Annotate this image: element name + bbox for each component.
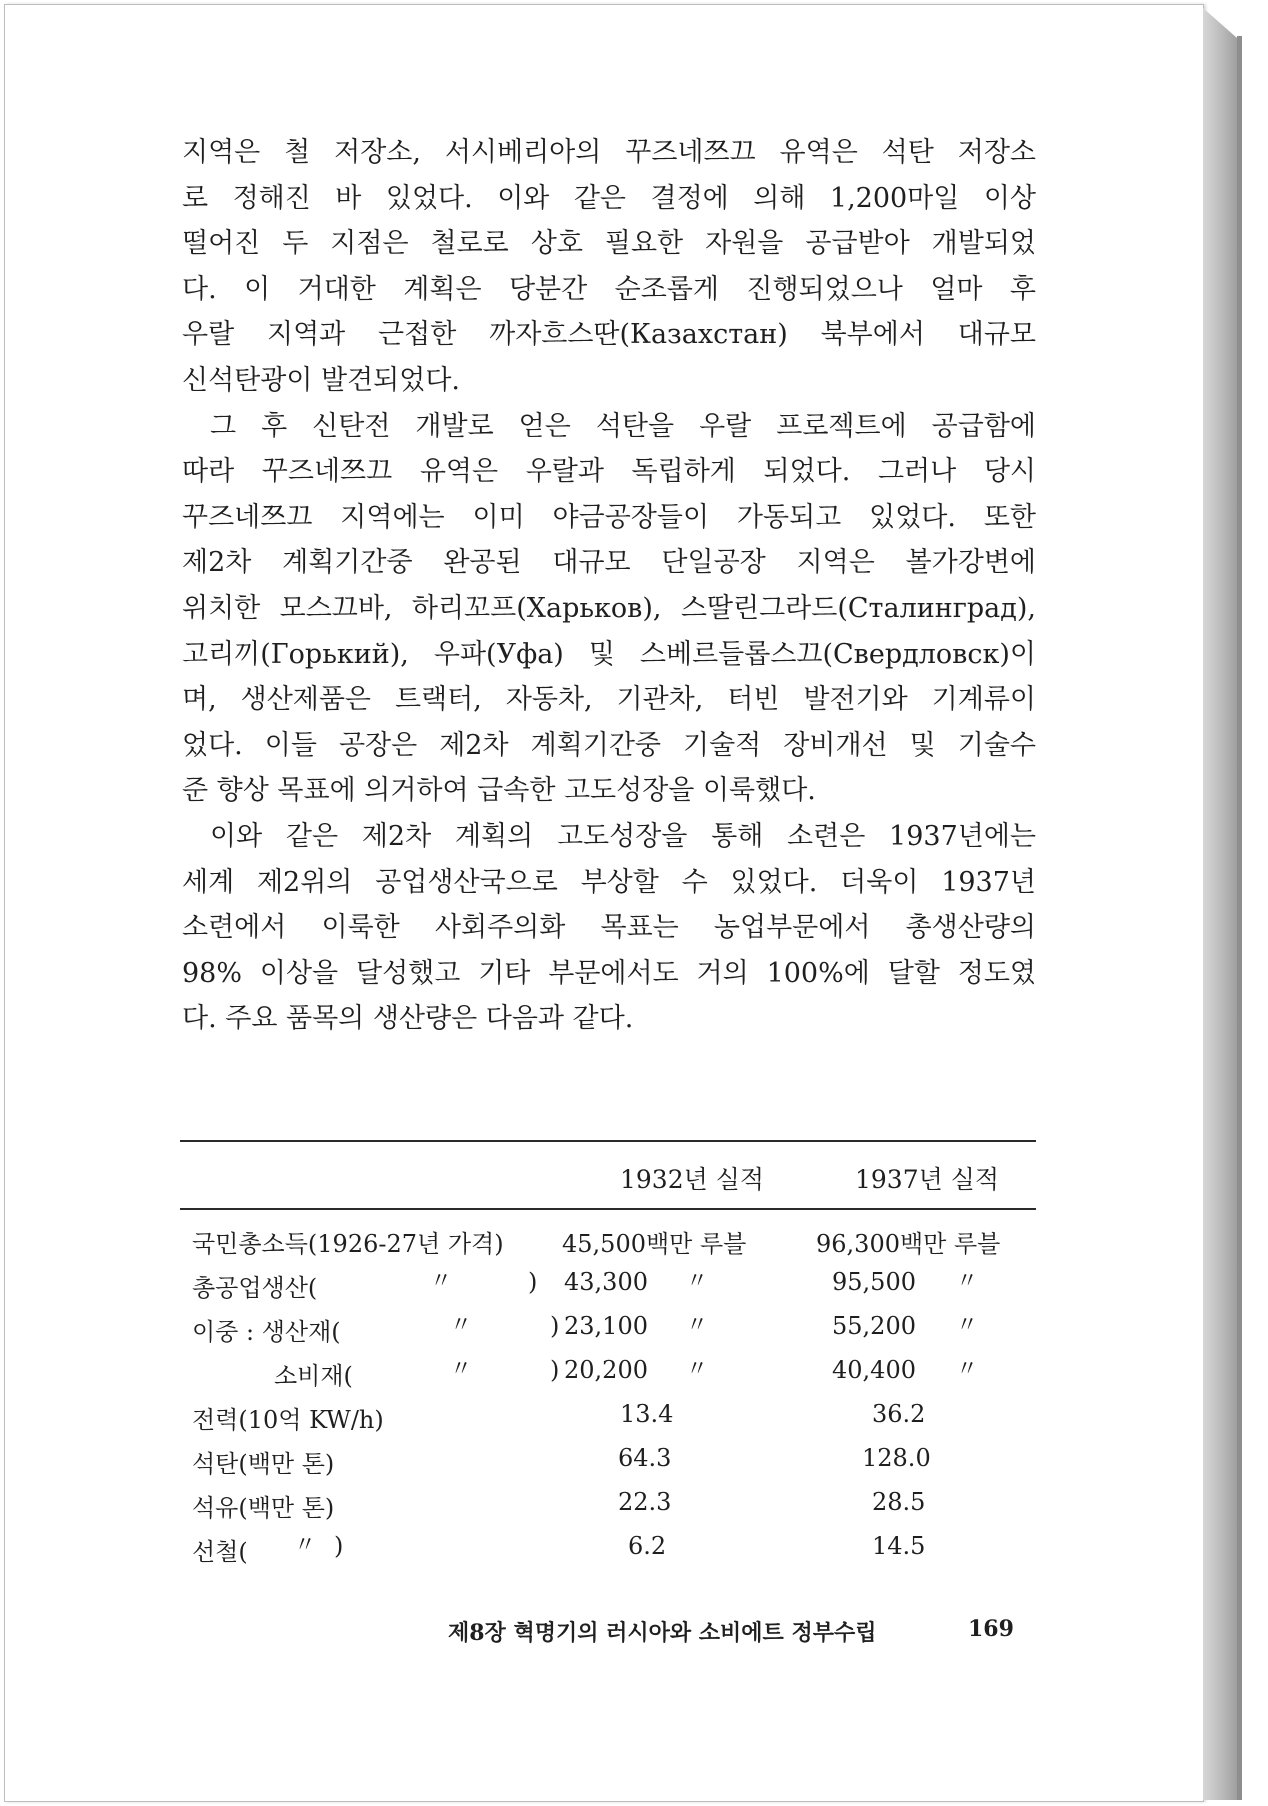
text-line: 다. 주요 품목의 생산량은 다음과 같다. <box>182 1003 634 1035</box>
row-label: 석유(백만 톤) <box>192 1494 335 1522</box>
body-text <box>182 130 1036 1042</box>
text-line: 지역은 철 저장소, 서시베리아의 꾸즈네쯔끄 유역은 석탄 저장소 <box>182 137 1036 168</box>
text-line: 소련에서 이룩한 사회주의화 목표는 농업부문에서 총생산량의 <box>182 912 1036 944</box>
ditto-mark: 〃 <box>686 1269 709 1294</box>
ditto-mark: 〃 <box>430 1269 453 1294</box>
text-line: 98% 이상을 달성했고 기타 부문에서도 거의 100%에 달할 정도였 <box>182 957 1036 989</box>
value-1932: 45,500백만 루블 <box>562 1230 747 1258</box>
text-line: 고리끼(Горький), 우파(Уфа) 및 스베르들롭스끄(Свердловск)이 <box>182 638 1036 670</box>
value-1937: 14.5 <box>872 1532 926 1560</box>
text-line: 며, 생산제품은 트랙터, 자동차, 기관차, 터빈 발전기와 기계류이 <box>182 684 1036 716</box>
table-row <box>180 1260 1036 1304</box>
value-1932: 20,200 <box>564 1356 648 1384</box>
value-1937: 95,500 <box>832 1268 916 1296</box>
column-header-1937: 1937년 실적 <box>855 1165 1000 1194</box>
row-label: 국민총소득(1926-27년 가격) <box>192 1230 504 1258</box>
row-label: 총공업생산( <box>192 1274 318 1302</box>
table-body <box>180 1210 1036 1582</box>
text-line: 우랄 지역과 근접한 까자흐스딴(Казахстан) 북부에서 대규모 <box>182 319 1036 351</box>
text-line: 떨어진 두 지점은 철로로 상호 필요한 자원을 공급받아 개발되었 <box>182 228 1036 260</box>
ditto-mark: 〃 <box>956 1269 979 1294</box>
page-number: 169 <box>968 1616 1014 1642</box>
row-label: 석탄(백만 톤) <box>192 1450 335 1478</box>
chapter-title: 제8장 혁명기의 러시아와 소비에트 정부수립 <box>448 1620 877 1646</box>
row-label-close: ) <box>550 1356 560 1384</box>
table-header <box>180 1142 1036 1208</box>
ditto-mark: 〃 <box>956 1313 979 1338</box>
value-1937: 40,400 <box>832 1356 916 1384</box>
row-label: 소비재( <box>274 1362 353 1390</box>
value-1932: 22.3 <box>618 1488 672 1516</box>
ditto-mark: 〃 <box>450 1313 473 1338</box>
text-line: 위치한 모스끄바, 하리꼬프(Харьков), 스딸린그라드(Сталинград), <box>182 592 1036 624</box>
table-row <box>180 1304 1036 1348</box>
ditto-mark: 〃 <box>686 1313 709 1338</box>
ditto-mark: 〃 <box>450 1357 473 1382</box>
value-1937: 96,300백만 루블 <box>816 1230 1001 1258</box>
row-label: 이중 : 생산재( <box>192 1318 341 1346</box>
row-label-close: ) <box>550 1312 560 1340</box>
text-line: 따라 꾸즈네쯔끄 유역은 우랄과 독립하게 되었다. 그러나 당시 <box>182 456 1036 488</box>
table-row <box>180 1480 1036 1524</box>
row-label-close: ) <box>334 1532 344 1560</box>
text-line: 꾸즈네쯔끄 지역에는 이미 야금공장들이 가동되고 있었다. 또한 <box>182 501 1036 533</box>
text-line: 준 향상 목표에 의거하여 급속한 고도성장을 이룩했다. <box>182 775 816 807</box>
table-row <box>180 1436 1036 1480</box>
page-edge-line <box>1237 36 1242 1800</box>
value-1937: 55,200 <box>832 1312 916 1340</box>
text-line: 이와 같은 제2차 계획의 고도성장을 통해 소련은 1937년에는 <box>210 820 1036 852</box>
value-1937: 128.0 <box>862 1444 931 1472</box>
text-line: 그 후 신탄전 개발로 얻은 석탄을 우랄 프로젝트에 공급함에 <box>210 410 1036 442</box>
value-1937: 36.2 <box>872 1400 926 1428</box>
row-label: 선철( <box>192 1538 248 1566</box>
table-row <box>180 1216 1036 1260</box>
value-1937: 28.5 <box>872 1488 926 1516</box>
value-1932: 13.4 <box>620 1400 674 1428</box>
text-line: 신석탄광이 발견되었다. <box>182 364 460 396</box>
ditto-mark: 〃 <box>686 1357 709 1382</box>
table-row <box>180 1348 1036 1392</box>
value-1932: 6.2 <box>628 1532 667 1560</box>
text-line: 로 정해진 바 있었다. 이와 같은 결정에 의해 1,200마일 이상 <box>182 182 1036 214</box>
value-1932: 43,300 <box>564 1268 648 1296</box>
column-header-1932: 1932년 실적 <box>620 1165 765 1194</box>
text-line: 었다. 이들 공장은 제2차 계획기간중 기술적 장비개선 및 기술수 <box>182 729 1036 761</box>
row-label-close: ) <box>528 1268 538 1296</box>
table-row <box>180 1524 1036 1568</box>
value-1932: 64.3 <box>618 1444 672 1472</box>
text-line: 세계 제2위의 공업생산국으로 부상할 수 있었다. 더욱이 1937년 <box>182 866 1036 898</box>
ditto-mark: 〃 <box>956 1357 979 1382</box>
page-edge-shadow <box>1203 8 1237 1800</box>
value-1932: 23,100 <box>564 1312 648 1340</box>
text-line: 다. 이 거대한 계획은 당분간 순조롭게 진행되었으나 얼마 후 <box>182 273 1036 305</box>
table-row <box>180 1392 1036 1436</box>
production-table <box>180 1140 1036 1582</box>
ditto-mark: 〃 <box>294 1533 317 1558</box>
row-label: 전력(10억 KW/h) <box>192 1406 384 1434</box>
text-line: 제2차 계획기간중 완공된 대규모 단일공장 지역은 볼가강변에 <box>182 547 1036 579</box>
